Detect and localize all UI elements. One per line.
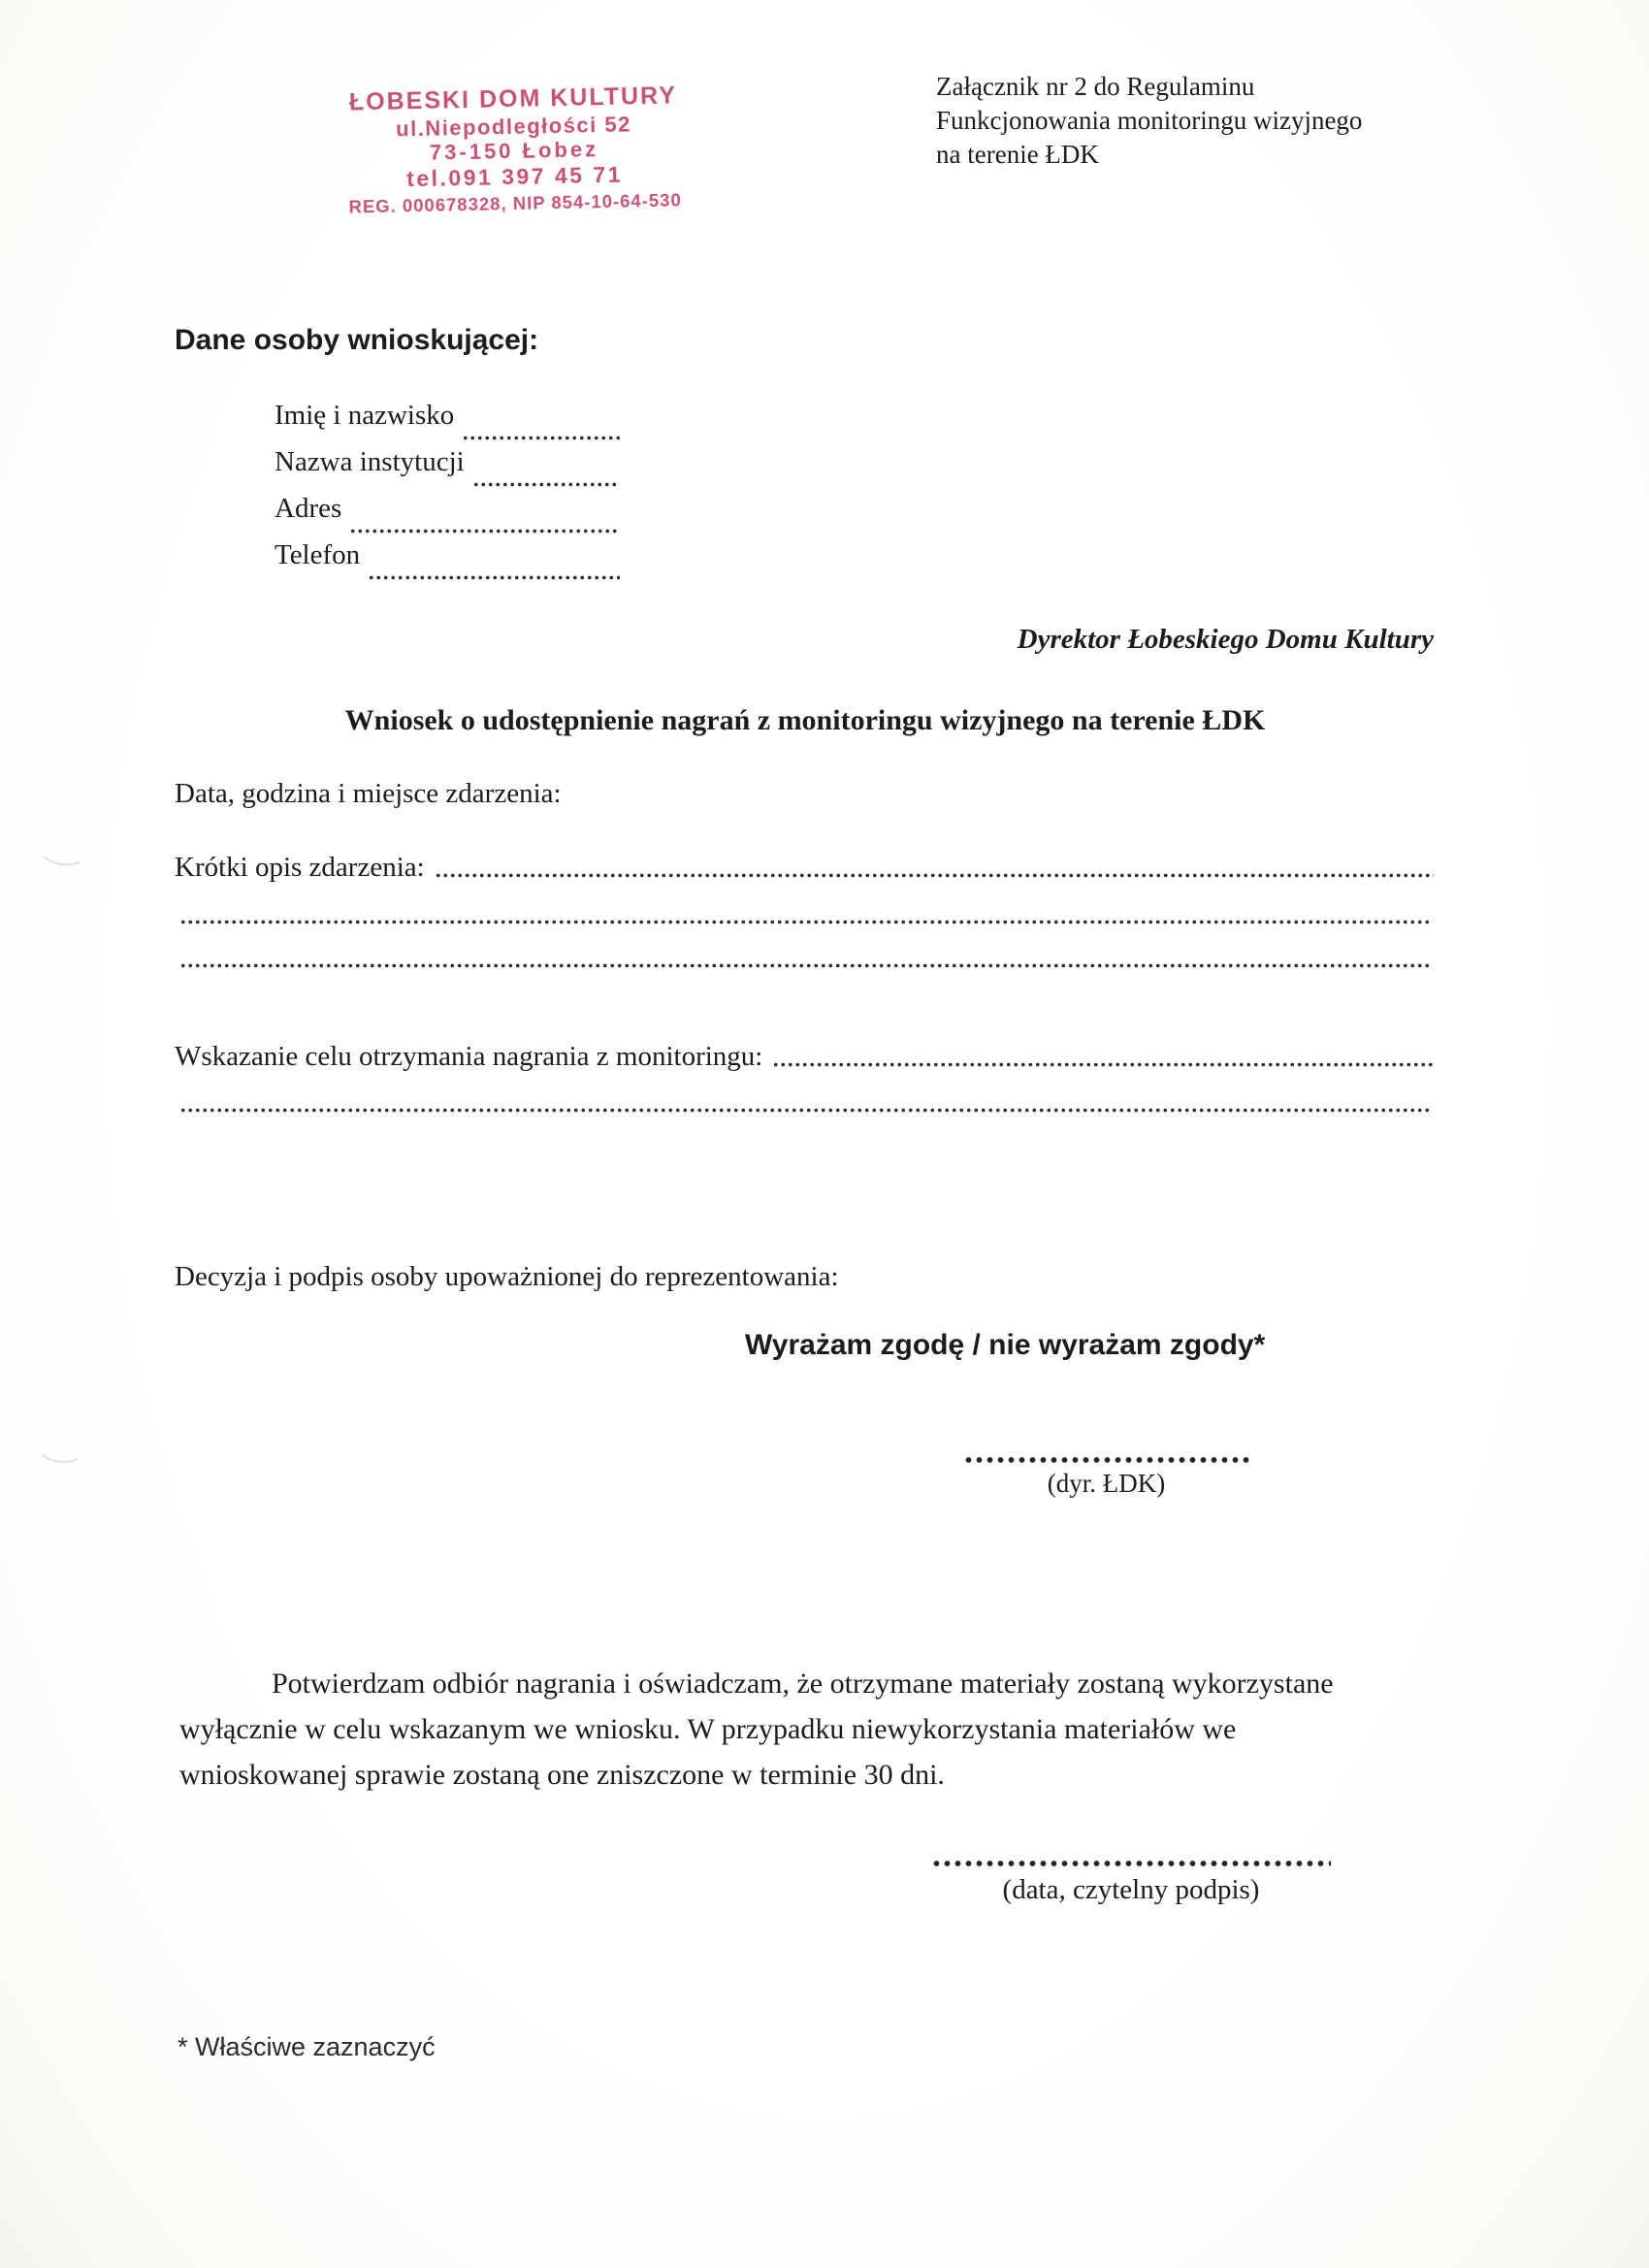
field-address-label: Adres (275, 493, 342, 524)
footnote: * Właściwe zaznaczyć (178, 2032, 436, 2061)
field-phone-label: Telefon (275, 539, 361, 570)
event-description-blank-line2 (179, 920, 1433, 924)
scan-artifact (36, 1431, 87, 1465)
institution-stamp (275, 81, 754, 219)
purpose-blank (772, 1062, 1434, 1067)
purpose-label: Wskazanie celu otrzymania nagrania z monitoringu: (175, 1041, 763, 1072)
stamp-reg-nip: REG. 000678328, NIP 854-10-64-530 (348, 188, 682, 217)
field-address-blank (349, 529, 620, 534)
date-signature-caption: (data, czytelny podpis) (1002, 1874, 1260, 1905)
attachment-note-line1: Załącznik nr 2 do Regulaminu (936, 72, 1255, 101)
field-full-name-label: Imię i nazwisko (275, 400, 455, 431)
confirmation-paragraph: Potwierdzam odbiór nagrania i oświadczam, że otrzymane materiały zostaną wykorzystane wyłącznie w celu wskazanym we wniosku. W przypadku niewykorzystania materiałów we wnioskowanej sprawie zostaną one zniszczone w terminie 30 dni. (179, 1668, 1334, 1791)
applicant-section-heading: Dane osoby wnioskującej: (175, 324, 539, 356)
event-description-blank-line3 (179, 963, 1433, 968)
director-signature-line (963, 1457, 1249, 1463)
field-full-name (275, 400, 620, 446)
director-signature-block (963, 1457, 1249, 1499)
document-title: Wniosek o udostępnienie nagrań z monitoringu wizyjnego na terenie ŁDK (344, 704, 1266, 736)
addressee-line: Dyrektor Łobeskiego Domu Kultury (1017, 624, 1434, 655)
field-address (275, 493, 620, 539)
decision-choice: Wyrażam zgodę / nie wyrażam zgody* (745, 1329, 1266, 1361)
decision-label: Decyzja i podpis osoby upoważnionej do reprezentowania: (175, 1261, 839, 1292)
purpose-blank-line2 (179, 1108, 1433, 1113)
field-full-name-blank (462, 436, 620, 440)
stamp-phone: tel.091 397 45 71 (405, 162, 624, 192)
stamp-city: 73-150 Łobez (429, 137, 599, 166)
field-institution-blank (472, 482, 620, 487)
date-signature-block (931, 1861, 1331, 1906)
stamp-street: ul.Niepodległości 52 (395, 111, 632, 142)
event-description-row (175, 852, 1434, 884)
applicant-fields (275, 400, 620, 586)
event-description-blank (435, 873, 1434, 878)
field-institution-label: Nazwa instytucji (275, 446, 465, 477)
purpose-row (175, 1041, 1434, 1073)
stamp-institution-name: ŁOBESKI DOM KULTURY (348, 81, 678, 116)
field-phone (275, 539, 620, 586)
date-signature-line (931, 1861, 1331, 1866)
event-description-label: Krótki opis zdarzenia: (175, 852, 425, 883)
attachment-note-line3: na terenie ŁDK (936, 140, 1099, 169)
field-institution (275, 446, 620, 493)
director-signature-caption: (dyr. ŁDK) (1047, 1469, 1166, 1498)
attachment-note (936, 70, 1362, 172)
field-phone-blank (368, 575, 620, 580)
event-datetime-label: Data, godzina i miejsce zdarzenia: (175, 778, 562, 809)
scan-artifact (37, 833, 89, 869)
attachment-note-line2: Funkcjonowania monitoringu wizyjnego (936, 106, 1363, 135)
